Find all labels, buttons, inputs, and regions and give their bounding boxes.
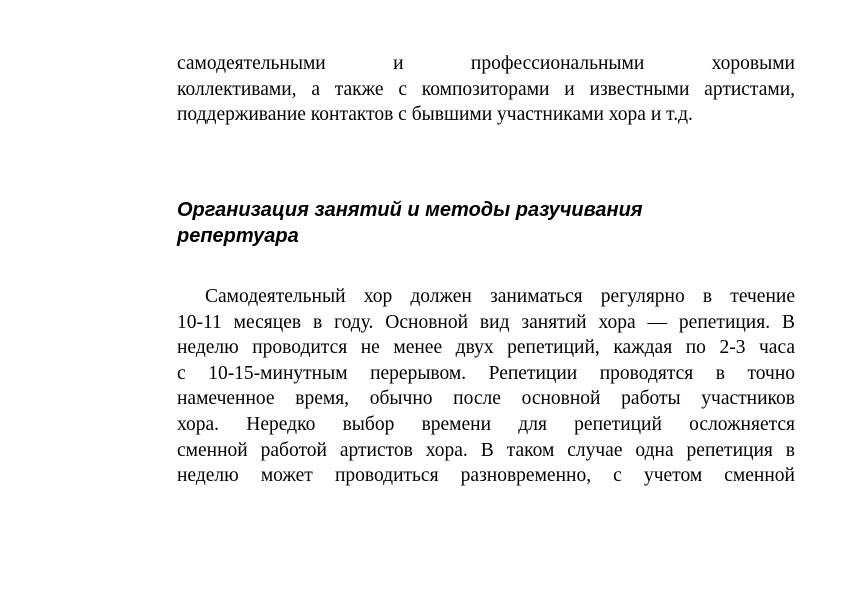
heading-line: репертуара — [177, 225, 299, 247]
paragraph-line: сменной работой артистов хора. В таком случае одна репетиция в — [177, 439, 795, 461]
section-heading — [177, 197, 737, 249]
paragraph-line: хора. Нередко выбор времени для репетиций осложняется — [177, 413, 795, 435]
paragraph-line: самодеятельными и профессиональными хоровыми — [177, 53, 795, 74]
paragraph-rehearsals — [177, 284, 795, 489]
heading-line: Организация занятий и методы разучивания — [177, 199, 643, 221]
paragraph-line: 10-11 месяцев в году. Основной вид занятий хора — репетиция. В — [177, 311, 795, 333]
paragraph-line: Самодеятельный хор должен заниматься регулярно в течение — [205, 286, 795, 307]
paragraph-line: коллективами, а также с композиторами и известными артистами, — [177, 78, 795, 100]
paragraph-continued — [177, 51, 795, 128]
paragraph-line: с 10-15-минутным перерывом. Репетиции проводятся в точно — [177, 362, 795, 384]
paragraph-line: намеченное время, обычно после основной работы участников — [177, 388, 795, 410]
paragraph-line: неделю может проводиться разновременно, с учетом сменной — [177, 465, 795, 487]
paragraph-line: неделю проводится не менее двух репетиций, каждая по 2-3 часа — [177, 337, 795, 359]
paragraph-line: поддерживание контактов с бывшими участниками хора и т.д. — [177, 104, 693, 126]
